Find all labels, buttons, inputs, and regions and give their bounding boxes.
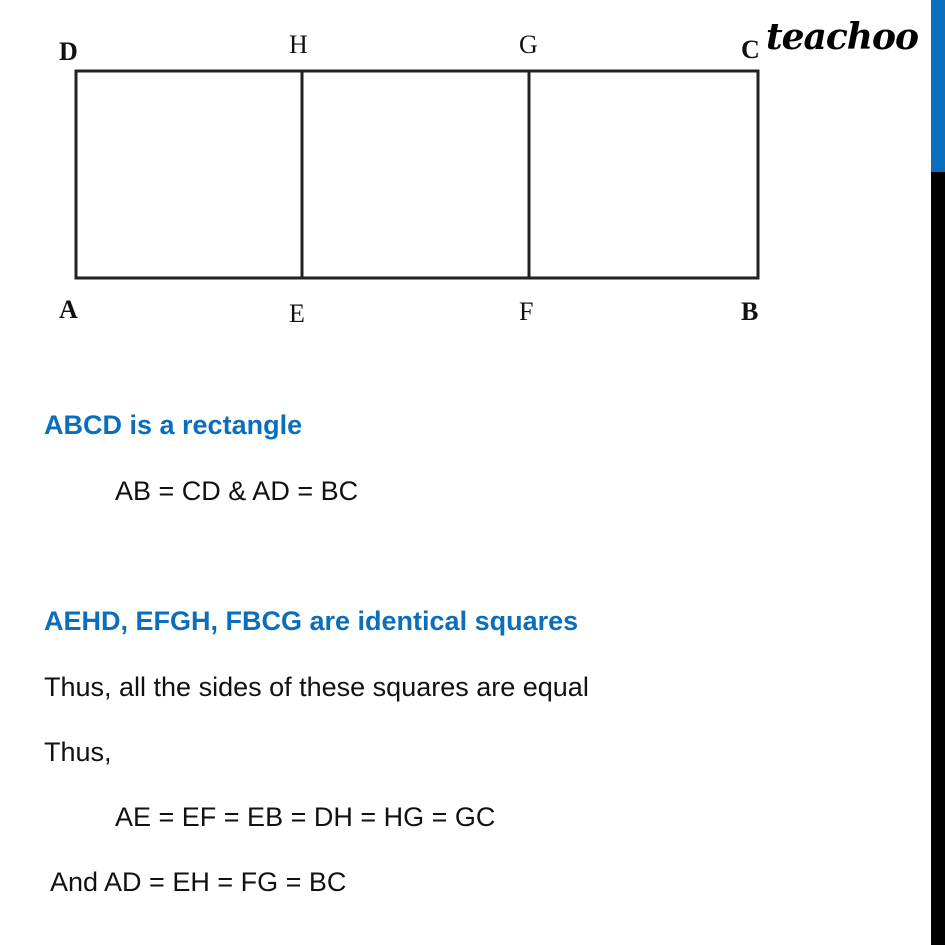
label-b: B: [741, 297, 759, 326]
label-c: C: [741, 35, 760, 64]
label-e: E: [289, 299, 305, 328]
sidebar-accent-bar: [931, 0, 945, 172]
teachoo-logo: teachoo: [766, 16, 918, 58]
rectangle-abcd: [76, 71, 758, 278]
label-d: D: [59, 37, 78, 66]
statement-thus: Thus,: [44, 737, 112, 767]
sidebar-dark-bar: [931, 172, 945, 945]
label-h: H: [289, 30, 308, 59]
heading-rectangle: ABCD is a rectangle: [44, 410, 303, 440]
statement-rectangle-sides: AB = CD & AD = BC: [115, 476, 359, 506]
statement-sides-equal: Thus, all the sides of these squares are equal: [44, 672, 589, 702]
rectangle-diagram: [0, 0, 930, 340]
label-a: A: [59, 295, 78, 324]
statement-equal-segments: AE = EF = EB = DH = HG = GC: [115, 802, 496, 832]
label-g: G: [519, 30, 538, 59]
label-f: F: [519, 297, 534, 326]
heading-squares: AEHD, EFGH, FBCG are identical squares: [44, 606, 579, 636]
statement-equal-heights: And AD = EH = FG = BC: [50, 867, 347, 897]
